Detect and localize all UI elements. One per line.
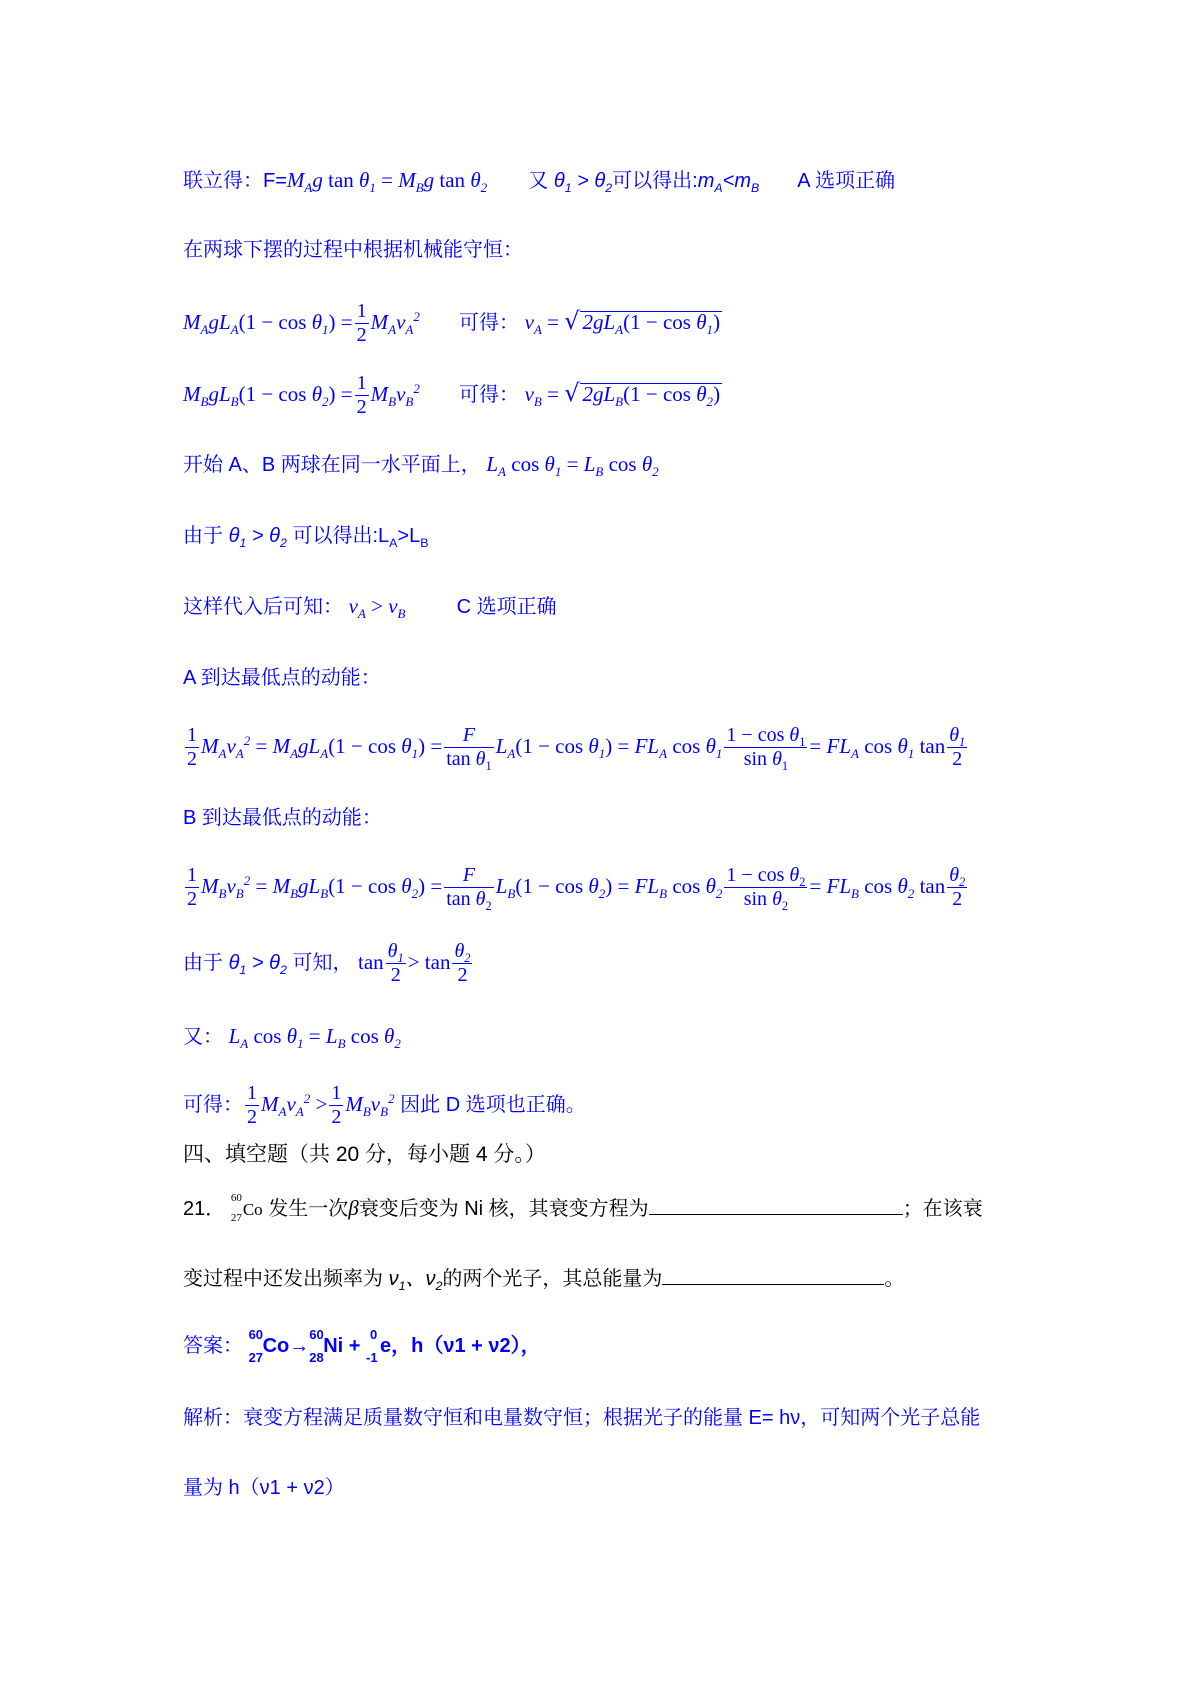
- line-6-mid: 可以得出:: [292, 525, 379, 547]
- line-1-option: A 选项正确: [797, 170, 896, 192]
- half-fraction: $\frac{1}{2}$: [356, 372, 367, 418]
- line-14-conclusion: 可得： $\frac{1}{2}$ $M_Av_A^2$ > $\frac{1}{2}$ $M_Bv_B^2$ 因此 D 选项也正确。: [183, 1082, 586, 1128]
- line-5-same-level: [183, 452, 659, 480]
- question-21-line-1: 21． 60 27 Co 发生一次β衰变后变为 Ni 核，其衰变方程为 ；在该衰: [183, 1192, 983, 1224]
- line-7-option: C 选项正确: [456, 596, 557, 618]
- line-5-prefix: 开始 A、B 两球在同一水平面上，: [183, 454, 481, 476]
- line-1-equation: $M_Ag$ $\tan \theta_1 = M_Bg$ $\tan \theta_2$: [286, 168, 488, 196]
- line-9-a-kinetic-energy-derivation: $\frac{1}{2}$ $M_Av_A^2 = M_AgL_A(1 - \cos \theta_1)$ = $\frac{F}{\tan \theta_1}$ $L_A(1 - \cos \theta_1) = FL_A$ $\cos \theta_1$ $\frac{1 - \cos \theta_1}{\sin \theta_1}$ = $FL_A$ $\cos \theta_1$ tan $\frac{\theta_1}{2}$: [187, 724, 966, 773]
- line-6-length-compare: [183, 525, 429, 550]
- half-fraction: $\frac{1}{2}$: [356, 300, 367, 346]
- line-6-condition: $\theta_1 > \theta_2$: [228, 525, 287, 550]
- line-1-result: $m_A<m_B$: [697, 170, 760, 195]
- line-7-prefix: 这样代入后可知：: [183, 596, 343, 618]
- section-heading: 四、填空题（共 20 分，每小题 4 分。）: [183, 1143, 546, 1166]
- ball-a-energy-equation: $M_AgL_A(1 - \cos \theta_1)$ =: [183, 309, 353, 337]
- answer-blank-energy[interactable]: [662, 1266, 884, 1285]
- question-number: 21．: [183, 1198, 226, 1220]
- answer-label: 答案：: [183, 1335, 243, 1357]
- line-6-prefix: 由于: [183, 525, 223, 547]
- line-4-ball-b-energy: $M_BgL_B(1 - \cos \theta_2)$ = $\frac{1}{2}$ $M_Bv_B^2$ 可得： $v_B$ = √ $2gL_B(1 - \cos \theta_2)$: [183, 372, 721, 418]
- velocity-b-equation: $v_B$ = √ $2gL_B(1 - \cos \theta_2)$: [524, 378, 721, 409]
- line-11-b-kinetic-energy-derivation: $\frac{1}{2}$ $M_Bv_B^2 = M_BgL_B(1 - \cos \theta_2)$ = $\frac{F}{\tan \theta_2}$ $L_B(1 - \cos \theta_2) = FL_B$ $\cos \theta_2$ $\frac{1 - \cos \theta_2}{\sin \theta_2}$ = $FL_B$ $\cos \theta_2$ tan $\frac{\theta_2}{2}$: [187, 864, 966, 913]
- velocity-a-equation: $v_A$ = √ $2gL_A(1 - \cos \theta_1)$: [524, 306, 721, 337]
- line-8-a-kinetic-energy-title: A 到达最低点的动能：: [183, 667, 381, 689]
- line-2-energy-conservation: 在两球下摆的过程中根据机械能守恒：: [183, 239, 523, 261]
- line-1-prefix: 联立得：F=: [183, 170, 287, 192]
- ball-b-energy-equation: $M_BgL_B(1 - \cos \theta_2)$ =: [183, 381, 353, 409]
- line-10-b-kinetic-energy-title: B 到达最低点的动能：: [183, 807, 382, 829]
- answer-line: [183, 1327, 541, 1365]
- line-1-equilibrium: [183, 168, 896, 196]
- line-1-mid: 又: [528, 170, 549, 192]
- line-6-result: $L_A>L_B$: [378, 525, 429, 550]
- answer-tail: ，h（ν1 + ν2），: [391, 1335, 541, 1357]
- line-12-prefix: 由于: [183, 951, 223, 974]
- line-13-length-again: 又： $L_A$ $\cos \theta_1 = L_B$ $\cos \theta_2$: [183, 1024, 401, 1052]
- line-7-velocity-compare: [183, 594, 557, 622]
- velocity-compare: $v_A > v_B$: [348, 594, 406, 622]
- decay-equation: 60 27 Co→ 60 28 Ni + 0 -1 e: [248, 1327, 392, 1365]
- line-13-prefix: 又：: [183, 1026, 223, 1048]
- answer-blank-equation[interactable]: [649, 1196, 903, 1215]
- line-4-label: 可得：: [459, 383, 519, 406]
- analysis-line-1: 解析：衰变方程满足质量数守恒和电量数守恒；根据光子的能量 E= hν，可知两个光子总能: [183, 1407, 981, 1429]
- analysis-line-2: 量为 h（ν1 + ν2）: [183, 1477, 345, 1499]
- line-14-prefix: 可得：: [183, 1093, 243, 1116]
- question-21-line-2: 变过程中还发出频率为 $\nu_1$、$\nu_2$的两个光子，其总能量为 。: [183, 1268, 905, 1293]
- line-1-result-prefix: 可以得出:: [612, 170, 698, 192]
- cobalt-nuclide: 60 27 Co: [230, 1192, 263, 1224]
- length-equation: $L_A$ $\cos \theta_1 = L_B$ $\cos \theta_2$: [486, 452, 659, 480]
- line-12-mid: 可知，: [292, 951, 353, 974]
- line-1-condition: $\theta_1 > \theta_2$: [553, 170, 613, 195]
- line-14-suffix: 因此 D 选项也正确。: [400, 1093, 586, 1116]
- line-3-label: 可得：: [459, 311, 519, 334]
- line-3-ball-a-energy: $M_AgL_A(1 - \cos \theta_1)$ = $\frac{1}{2}$ $M_Av_A^2$ 可得： $v_A$ = √ $2gL_A(1 - \cos \theta_1)$: [183, 300, 721, 346]
- line-12-tan-compare: 由于 $\theta_1 > \theta_2$ 可知， tan $\frac{\theta_1}{2}$ > tan $\frac{\theta_2}{2}$: [183, 940, 471, 986]
